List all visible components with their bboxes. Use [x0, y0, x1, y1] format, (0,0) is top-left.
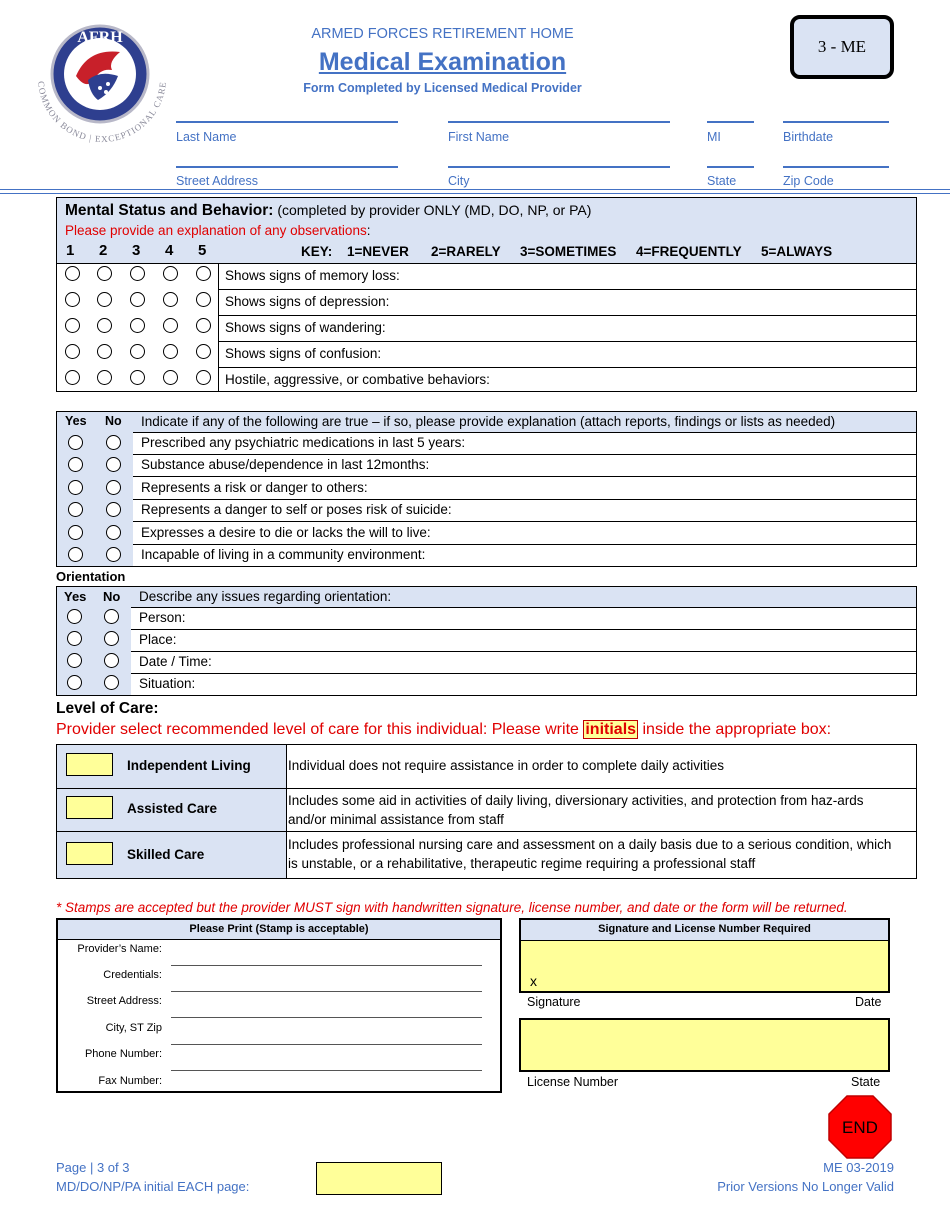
wandering-radio-5[interactable]: [196, 318, 211, 333]
situation-no-radio[interactable]: [104, 675, 119, 690]
confusion-radio-5[interactable]: [196, 344, 211, 359]
credentials-line[interactable]: [171, 991, 482, 992]
row-divider: [218, 367, 916, 368]
confusion-label: Shows signs of confusion:: [225, 346, 382, 361]
provider-street-label: Street Address:: [86, 995, 162, 1007]
situation-label: Situation:: [139, 676, 196, 691]
depression-radio-1[interactable]: [65, 292, 80, 307]
row-divider: [131, 673, 916, 674]
phone-label: Phone Number:: [84, 1048, 162, 1060]
wandering-label: Shows signs of wandering:: [225, 320, 386, 335]
first-name-line[interactable]: [448, 121, 670, 123]
community-living-yes-radio[interactable]: [68, 547, 83, 562]
risk-to-others-label: Represents a risk or danger to others:: [141, 480, 368, 495]
row-divider: [133, 454, 916, 455]
confusion-radio-4[interactable]: [163, 344, 178, 359]
row-divider: [133, 544, 916, 545]
mental-status-instruction: Please provide an explanation of any observations: [65, 223, 367, 238]
stamp-notice: * Stamps are accepted but the provider MUST sign with handwritten signature, license number, and date or the form will be returned.: [56, 900, 848, 915]
mi-line[interactable]: [707, 121, 754, 123]
row-divider: [218, 341, 916, 342]
wandering-radio-2[interactable]: [97, 318, 112, 333]
mental-status-header: [57, 198, 916, 263]
signature-field[interactable]: [521, 941, 888, 991]
instruction-colon: :: [366, 223, 371, 238]
row-divider: [218, 315, 916, 316]
orientation-header-text: Describe any issues regarding orientation:: [139, 589, 392, 604]
psych-meds-yes-radio[interactable]: [68, 435, 83, 450]
wandering-radio-4[interactable]: [163, 318, 178, 333]
key-never: 1=NEVER: [347, 244, 409, 259]
mi-label: MI: [707, 130, 721, 144]
psych-meds-no-radio[interactable]: [106, 435, 121, 450]
independent-living-initials-box[interactable]: [66, 753, 113, 776]
memory-loss-radio-2[interactable]: [97, 266, 112, 281]
scale-5: 5: [198, 242, 207, 259]
risk-to-self-yes-radio[interactable]: [68, 502, 83, 517]
prior-versions-note: Prior Versions No Longer Valid: [717, 1179, 894, 1194]
row-divider: [218, 289, 916, 290]
logo-motto: COMMON BOND | EXCEPTIONAL CARE: [36, 80, 168, 145]
psych-meds-label: Prescribed any psychiatric medications in last 5 years:: [141, 435, 466, 450]
street-address-line[interactable]: [176, 166, 398, 168]
license-label: License Number: [527, 1075, 619, 1089]
memory-loss-radio-5[interactable]: [196, 266, 211, 281]
community-living-label: Incapable of living in a community environment:: [141, 547, 426, 562]
row-divider: [131, 629, 916, 630]
mental-status-note: (completed by provider ONLY (MD, DO, NP, or PA): [277, 202, 592, 218]
key-rarely: 2=RARELY: [431, 244, 501, 259]
depression-radio-3[interactable]: [130, 292, 145, 307]
signature-label: Signature: [527, 995, 581, 1009]
header-divider: [0, 189, 950, 190]
substance-abuse-yes-radio[interactable]: [68, 457, 83, 472]
zip-label: Zip Code: [783, 174, 834, 188]
place-no-radio[interactable]: [104, 631, 119, 646]
scale-1: 1: [66, 242, 75, 259]
level-of-care-instruction: [56, 721, 831, 739]
street-address-label: Street Address: [176, 174, 258, 188]
assisted-care-desc: Includes some aid in activities of daily living, diversionary activities, and protection from haz-ards and/or minimal assistance from staff: [288, 793, 864, 827]
risk-header-text: Indicate if any of the following are true – if so, please provide explanation (attach reports, findings or lists as needed): [141, 414, 836, 429]
mental-status-table: [56, 197, 917, 392]
depression-radio-2[interactable]: [97, 292, 112, 307]
substance-abuse-label: Substance abuse/dependence in last 12months:: [141, 457, 430, 472]
scale-4: 4: [165, 242, 174, 259]
date-label: Date: [855, 995, 882, 1009]
skilled-care-label: Skilled Care: [127, 847, 205, 862]
instruction-post: inside the appropriate box:: [638, 721, 832, 738]
birthdate-label: Birthdate: [783, 130, 834, 144]
afrh-logo: [28, 18, 176, 146]
last-name-line[interactable]: [176, 121, 398, 123]
form-version: ME 03-2019: [823, 1160, 894, 1175]
initials-highlight: initials: [585, 721, 637, 738]
assisted-care-initials-box[interactable]: [66, 796, 113, 819]
row-divider: [133, 476, 916, 477]
provider-name-label: Provider’s Name:: [77, 943, 162, 955]
level-of-care-table: [56, 744, 917, 879]
row-divider: [133, 521, 916, 522]
provider-header: Please Print (Stamp is acceptable): [189, 923, 369, 935]
license-number-field[interactable]: [519, 1018, 890, 1072]
date-time-no-radio[interactable]: [104, 653, 119, 668]
scale-2: 2: [99, 242, 108, 259]
memory-loss-radio-1[interactable]: [65, 266, 80, 281]
provider-name-line[interactable]: [171, 965, 482, 966]
place-yes-radio[interactable]: [67, 631, 82, 646]
orientation-title: Orientation: [56, 569, 126, 584]
desire-to-die-no-radio[interactable]: [106, 525, 121, 540]
end-stop-sign: [828, 1095, 892, 1159]
column-divider: [218, 263, 219, 392]
depression-radio-5[interactable]: [196, 292, 211, 307]
birthdate-line[interactable]: [783, 121, 889, 123]
city-label: City: [448, 174, 470, 188]
provider-city-label: City, ST Zip: [105, 1022, 162, 1034]
form-title: Medical Examination: [318, 48, 567, 76]
confusion-radio-1[interactable]: [65, 344, 80, 359]
row-divider: [57, 831, 916, 832]
state-line[interactable]: [707, 166, 754, 168]
instruction-pre: Provider select recommended level of care for this individual: Please write: [56, 721, 584, 738]
confusion-radio-3[interactable]: [130, 344, 145, 359]
hostile-label: Hostile, aggressive, or combative behaviors:: [225, 372, 490, 387]
person-yes-radio[interactable]: [67, 609, 82, 624]
key-always: 5=ALWAYS: [761, 244, 833, 259]
orientation-yes-header: Yes: [64, 589, 87, 604]
confusion-radio-2[interactable]: [97, 344, 112, 359]
orientation-table: [56, 586, 917, 696]
assisted-care-label: Assisted Care: [127, 801, 218, 816]
risk-to-others-yes-radio[interactable]: [68, 480, 83, 495]
row-divider: [131, 651, 916, 652]
hostile-radio-3[interactable]: [130, 370, 145, 385]
person-label: Person:: [139, 610, 186, 625]
org-name: ARMED FORCES RETIREMENT HOME: [311, 26, 574, 42]
date-time-yes-radio[interactable]: [67, 653, 82, 668]
key-frequently: 4=FREQUENTLY: [636, 244, 742, 259]
yes-header: Yes: [65, 414, 87, 428]
signature-header: Signature and License Number Required: [598, 923, 811, 935]
community-living-no-radio[interactable]: [106, 547, 121, 562]
desire-to-die-label: Expresses a desire to die or lacks the will to live:: [141, 525, 431, 540]
row-divider: [131, 607, 916, 608]
skilled-care-initials-box[interactable]: [66, 842, 113, 865]
date-time-label: Date / Time:: [139, 654, 212, 669]
last-name-label: Last Name: [176, 130, 237, 144]
independent-living-desc: Individual does not require assistance in order to complete daily activities: [288, 758, 724, 773]
key-label: KEY:: [301, 244, 333, 259]
orientation-no-header: No: [103, 589, 121, 604]
initial-note: MD/DO/NP/PA initial EACH page:: [56, 1179, 250, 1194]
key-sometimes: 3=SOMETIMES: [520, 244, 617, 259]
provider-city-line[interactable]: [171, 1044, 482, 1045]
situation-yes-radio[interactable]: [67, 675, 82, 690]
depression-radio-4[interactable]: [163, 292, 178, 307]
risk-to-others-no-radio[interactable]: [106, 480, 121, 495]
page-initials-box[interactable]: [316, 1162, 442, 1195]
end-label: END: [842, 1118, 878, 1137]
memory-loss-radio-4[interactable]: [163, 266, 178, 281]
risk-to-self-no-radio[interactable]: [106, 502, 121, 517]
substance-abuse-no-radio[interactable]: [106, 457, 121, 472]
risk-questions-table: [56, 411, 917, 567]
place-label: Place:: [139, 632, 177, 647]
independent-living-label: Independent Living: [127, 758, 251, 773]
credentials-label: Credentials:: [103, 969, 162, 981]
hostile-radio-2[interactable]: [97, 370, 112, 385]
provider-info-box: [56, 918, 502, 1093]
signature-x-mark: x: [530, 973, 537, 989]
desire-to-die-yes-radio[interactable]: [68, 525, 83, 540]
hostile-radio-5[interactable]: [196, 370, 211, 385]
header-divider: [0, 193, 950, 194]
memory-loss-radio-3[interactable]: [130, 266, 145, 281]
logo-text: AFRH: [77, 29, 123, 46]
license-state-label: State: [851, 1075, 881, 1089]
form-subtitle: Form Completed by Licensed Medical Provider: [303, 81, 582, 95]
zip-line[interactable]: [783, 166, 889, 168]
first-name-label: First Name: [448, 130, 510, 144]
form-code-badge: 3 - ME: [790, 15, 894, 79]
no-header: No: [105, 414, 122, 428]
page-number: Page | 3 of 3: [56, 1160, 130, 1175]
fax-label: Fax Number:: [98, 1075, 162, 1087]
skilled-care-desc: Includes professional nursing care and assessment on a daily basis due to a serious condition, which is unstable, or a rehabilitative, therapeutic regime requiring a professional staff: [288, 837, 892, 871]
wandering-radio-3[interactable]: [130, 318, 145, 333]
provider-street-line[interactable]: [171, 1017, 482, 1018]
memory-loss-label: Shows signs of memory loss:: [225, 268, 400, 283]
hostile-radio-4[interactable]: [163, 370, 178, 385]
state-label: State: [707, 174, 737, 188]
row-divider: [133, 499, 916, 500]
row-divider: [133, 432, 916, 433]
signature-box: [519, 918, 890, 993]
phone-line[interactable]: [171, 1070, 482, 1071]
row-divider: [57, 263, 916, 264]
person-no-radio[interactable]: [104, 609, 119, 624]
risk-to-self-label: Represents a danger to self or poses risk of suicide:: [141, 502, 452, 517]
scale-3: 3: [132, 242, 141, 259]
city-line[interactable]: [448, 166, 670, 168]
mental-status-title: Mental Status and Behavior:: [65, 202, 274, 219]
row-divider: [57, 788, 916, 789]
wandering-radio-1[interactable]: [65, 318, 80, 333]
hostile-radio-1[interactable]: [65, 370, 80, 385]
level-of-care-title: Level of Care:: [56, 700, 159, 717]
depression-label: Shows signs of depression:: [225, 294, 390, 309]
